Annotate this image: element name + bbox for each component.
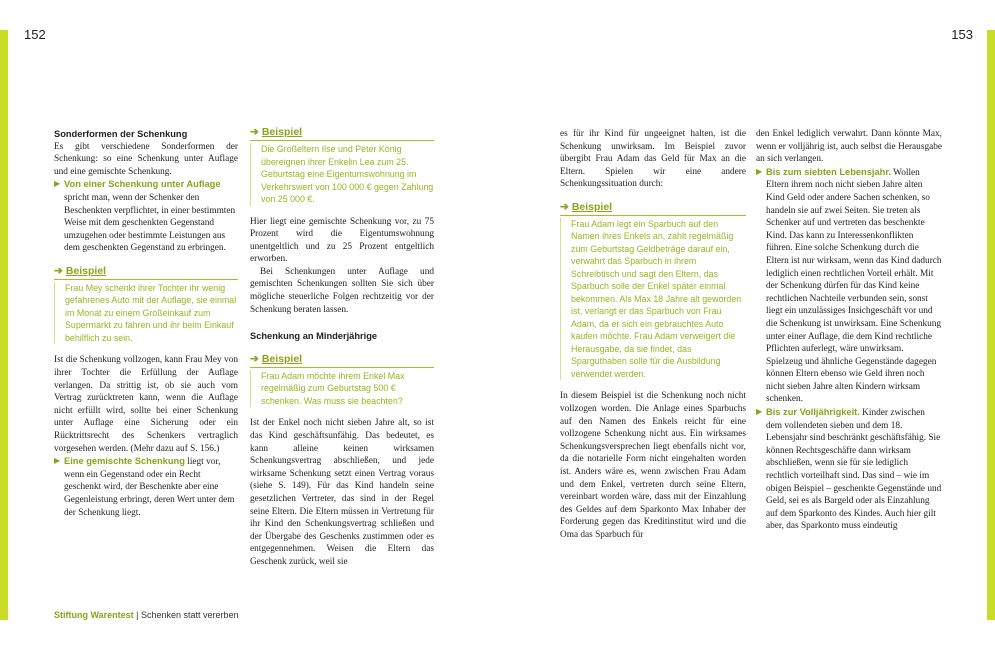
- column-3: [560, 128, 746, 542]
- section-heading-minderjaehrige: Schenkung an Minderjährige: [250, 331, 378, 342]
- example-text: Die Großeltern Ilse und Peter König übereignen ihrer Enkelin Lea zum 25. Geburtstag eine Eigentumswohnung im Verkehrswert von 100 000 € gegen Zahlung von 25 000 €.: [250, 143, 434, 206]
- triangle-bullet-icon: ▶: [756, 407, 763, 417]
- column-2: [250, 126, 434, 568]
- triangle-bullet-icon: ▶: [756, 166, 763, 176]
- paragraph: den Enkel lediglich verwahrt. Dann könnte Max, wenn er volljährig ist, auch selbst die Herausgabe an sich verlangen.: [756, 129, 942, 165]
- example-label: Beispiel: [261, 126, 303, 138]
- bullet-text: Kinder zwischen dem vollendeten sieben und dem 18. Lebensjahr sind beschränkt geschäftsfähig. Sie können Rechtsgeschäfte dann wirksam abschließen, wenn sie für sie lediglich rechtlich vorteilhaft sind. Das sind – wie im obigen Beispiel – geschenkte Gegenstände und Geld, sei es als Bargeld oder als Einzahlung auf dem Sparkonto des Kindes. Auch hier gilt aber, das Sparkonto muss eindeutig: [766, 408, 942, 532]
- example-box: [250, 126, 434, 206]
- column-1: [54, 128, 238, 519]
- bullet-text: spricht man, wenn der Schenker den Beschenkten verpflichtet, in einer bestimmten Weise mit dem geschenkten Gegenstand umzugehen oder bestimmte Leistungen aus dem geschenkten Gegenstand zu erbringen.: [64, 192, 236, 254]
- paragraph: Ist die Schenkung vollzogen, kann Frau Mey von ihrer Tochter die Erfüllung der Auflage verlangen. Da strittig ist, ob sie auch vom Vertrag zurücktreten kann, wenn die Auflage nicht erfüllt wird, sollte bei einer Schenkung unter Auflage eine Sicherung oder ein Rücktrittsrecht des Schenkers vertraglich vorgesehen werden. (Mehr dazu auf S. 156.): [54, 355, 238, 454]
- example-label: Beispiel: [65, 264, 107, 277]
- page-number-right: 153: [951, 27, 973, 42]
- bullet-lead: Eine gemischte Schenkung: [64, 456, 185, 467]
- divider: [54, 279, 238, 280]
- example-text: Frau Adam möchte ihrem Enkel Max regelmäßig zum Geburtstag 500 € schenken. Was muss sie beachten?: [250, 370, 434, 408]
- arrow-right-icon: ➔: [250, 352, 259, 365]
- bullet-text: liegt vor, wenn ein Gegenstand oder ein Recht geschenkt wird, der Beschenkte aber eine Gegenleistung erbringt, deren Wert unter dem der Schenkung liegt.: [64, 457, 235, 518]
- page-number-left: 152: [24, 27, 46, 42]
- footer-separator: |: [133, 610, 142, 620]
- page-footer: [54, 610, 239, 620]
- example-text: Frau Adam legt ein Sparbuch auf den Namen ihres Enkels an, zahlt regelmäßig zum Geburtstag Geldbeträge darauf ein, verwahrt das Sparbuch in ihrem Schreibtisch und sagt den Eltern, das Sparbuch solle der Enkel später einmal bekommen. Als Max 18 Jahre alt geworden ist, verlangt er das Sparbuch von Frau Adam, da er sich ein gebrauchtes Auto kaufen möchte. Frau Adam verweigert die Herausgabe, da sie findet, das Sparguthaben solle für die Ausbildung verwendet werden.: [560, 218, 746, 381]
- right-accent-bar: [987, 30, 995, 620]
- paragraph: In diesem Beispiel ist die Schenkung noch nicht vollzogen worden. Die Anlage eines Sparbuchs auf den Namen des Enkels reicht für eine vollzogene Schenkung nicht aus. Ein wirksames Schenkungsversprechen liegt ebenfalls nicht vor, da die notarielle Form nicht eingehalten worden ist. Anders wäre es, wenn zwischen Frau Adam und dem Enkel, vertreten durch seine Eltern, vereinbart worden wäre, dass mit der Einzahlung des Geldes auf dem Sparkonto Max Inhaber der Forderung gegen das Kreditinstitut wird und die Oma das Sparbuch für: [560, 391, 746, 540]
- footer-brand: Stiftung Warentest: [54, 610, 134, 620]
- arrow-right-icon: ➔: [54, 264, 63, 277]
- bullet-lead: Bis zum siebten Lebensjahr.: [766, 166, 892, 177]
- paragraph: Es gibt verschiedene Sonderformen der Schenkung: so eine Schenkung unter Auflage und eine gemischte Schenkung.: [54, 141, 238, 177]
- divider: [250, 140, 434, 141]
- paragraph: Hier liegt eine gemischte Schenkung vor, zu 75 Prozent wird die Eigentumswohnung unentgeltlich und zu 25 Prozent entgeltlich erworben.: [250, 216, 434, 265]
- divider: [560, 215, 746, 216]
- paragraph: Bei Schenkungen unter Auflage und gemischten Schenkungen sollten Sie sich über mögliche steuerliche Folgen rechtzeitig vor der Schenkung beraten lassen.: [250, 266, 434, 315]
- bullet-lead: Bis zur Volljährigkeit.: [766, 407, 860, 418]
- bullet-item: [756, 406, 942, 533]
- divider: [250, 367, 434, 368]
- bullet-text: Wollen Eltern ihrem noch nicht sieben Jahre alten Kind Geld oder andere Sachen schenken, so handeln sie auf zwei Seiten. Sie treten als Schenker auf und vertreten das beschenkte Kind. Das kann zu Interessenkonflikten führen. Eine solche Schenkung durch die Eltern ist nur wirksam, wenn das Kind dadurch lediglich einen rechtlichen Vorteil erhält. Mit der Schenkung dürfen für das Kind keine rechtlichen Nachteile verbunden sein, sonst liegt ein unzulässiges Insichgeschäft vor und die Schenkung ist unwirksam. Eine Schenkung unter einer Auflage, die dem Kind rechtliche Pflichten auferlegt, wäre unwirksam. Spielzeug und ähnliche Gegenstände dagegen können Eltern ebenso wie Geld ihren noch nicht sieben Jahre alten Kindern wirksam schenken.: [766, 167, 942, 405]
- bullet-item: [54, 178, 238, 255]
- example-box: [560, 201, 746, 381]
- example-label: Beispiel: [571, 200, 613, 213]
- example-box: [250, 353, 434, 408]
- section-heading-sonderformen: Sonderformen der Schenkung: [54, 129, 188, 139]
- column-4: [756, 128, 942, 533]
- triangle-bullet-icon: ▶: [54, 456, 61, 466]
- arrow-right-icon: ➔: [250, 126, 259, 138]
- bullet-item: [756, 166, 942, 406]
- footer-title: Schenken statt vererben: [141, 610, 239, 620]
- paragraph: es für ihr Kind für ungeeignet halten, ist die Schenkung unwirksam. Im Beispiel zuvor übergibt Frau Adam das Geld für Max an die Eltern. Spielen wir eine andere Schenkungssituation durch:: [560, 129, 746, 190]
- paragraph: Ist der Enkel noch nicht sieben Jahre alt, so ist das Kind geschäftsunfähig. Das bedeutet, es kann alleine keinen wirksamen Schenkungsvertrag abschließen, und jede wirksame Schenkung setzt einen Vertrag voraus (siehe S. 149). Für das Kind handeln seine gesetzlichen Vertreter, das sind in der Regel seine Eltern. Die Eltern müssen in Vertretung für ihr Kind den Schenkungsvertrag schließen und der Übergabe des Geschenks zustimmen oder es entgegennehmen. Weisen die Eltern das Geschenk zurück, weil sie: [250, 418, 434, 567]
- bullet-lead: Von einer Schenkung unter Auflage: [64, 179, 221, 190]
- left-accent-bar: [0, 30, 8, 620]
- bullet-item: [54, 455, 238, 519]
- example-box: [54, 265, 238, 345]
- example-label: Beispiel: [261, 352, 303, 365]
- arrow-right-icon: ➔: [560, 200, 569, 213]
- triangle-bullet-icon: ▶: [54, 179, 61, 189]
- example-text: Frau Mey schenkt ihrer Tochter ihr wenig gefahrenes Auto mit der Auflage, sie einmal im Monat zu einem Großeinkauf zum Supermarkt zu fahren und ihr beim Einkauf behilflich zu sein.: [54, 282, 238, 345]
